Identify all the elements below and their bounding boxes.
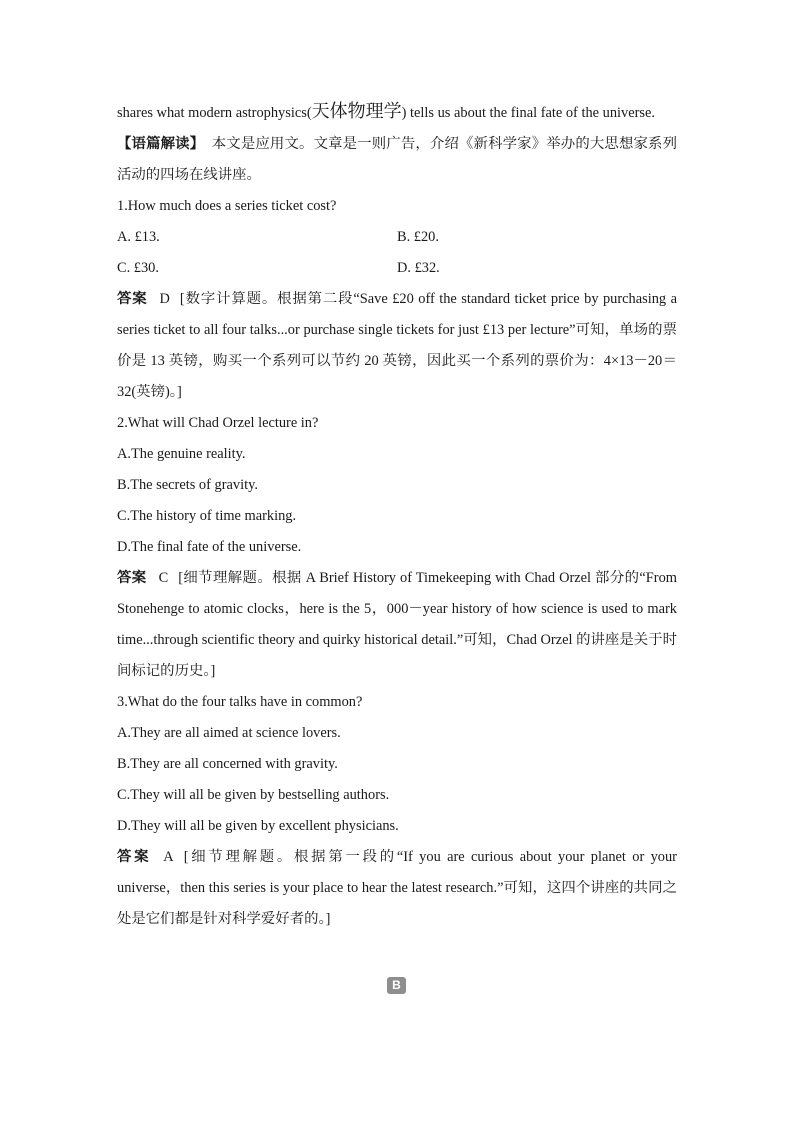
question-1-option-d: D. £32. — [397, 260, 440, 276]
question-1-answer-label: 答案 — [117, 291, 148, 307]
intro-chinese-term: 天体物理学 — [311, 101, 402, 122]
intro-paragraph — [117, 96, 677, 129]
question-3-stem: 3.What do the four talks have in common? — [117, 694, 363, 710]
discourse-analysis-label: 【语篇解读】 — [117, 136, 205, 152]
discourse-analysis — [117, 129, 677, 191]
question-3-answer-label: 答案 — [117, 849, 152, 865]
question-1-options-row-1 — [117, 222, 677, 253]
question-2-option-d: D.The final fate of the universe. — [117, 539, 302, 555]
discourse-analysis-text: 本文是应用文。文章是一则广告，介绍《新科学家》举办的大思想家系列活动的四场在线讲座。 — [117, 136, 677, 183]
question-1-explanation: [数字计算题。根据第二段“Save £20 off the standard ticket price by purchasing a series ticket to all four talks...or purchase single tickets for just £13 per lecture”可知，单场的票价是 13 英镑，购买一个系列可以节约 20 英镑，因此买一个系列的票价为：4×13－20＝32(英镑)。] — [117, 291, 677, 400]
question-3-option-c: C.They will all be given by bestselling authors. — [117, 787, 390, 803]
section-b-badge: B — [387, 977, 406, 994]
question-3-option-a: A.They are all aimed at science lovers. — [117, 725, 341, 741]
question-2-option-a: A.The genuine reality. — [117, 446, 246, 462]
question-1-option-c: C. £30. — [117, 260, 159, 276]
intro-text-start: shares what modern astrophysics( — [117, 105, 312, 121]
question-1-answer — [117, 284, 677, 408]
question-2-option-c: C.The history of time marking. — [117, 508, 297, 524]
question-2-answer-label: 答案 — [117, 570, 147, 586]
question-1-option-a: A. £13. — [117, 229, 160, 245]
question-2-option-b: B.The secrets of gravity. — [117, 477, 258, 493]
question-3-option-b: B.They are all concerned with gravity. — [117, 756, 338, 772]
question-3-answer — [117, 842, 677, 935]
question-2-explanation: [细节理解题。根据 A Brief History of Timekeeping with Chad Orzel 部分的“From Stonehenge to atomic clocks，here is the 5，000－year history of how science is used to mark time...through scientific theory and quirky historical detail.”可知，Chad Orzel 的讲座是关于时间标记的历史。] — [117, 570, 677, 679]
question-2-answer — [117, 563, 677, 687]
question-1-options-row-2 — [117, 253, 677, 284]
question-2-stem: 2.What will Chad Orzel lecture in? — [117, 415, 319, 431]
question-1-answer-letter: D — [159, 291, 170, 307]
question-3-option-d: D.They will all be given by excellent physicians. — [117, 818, 399, 834]
question-2-answer-letter: C — [158, 570, 169, 586]
question-1-stem: 1.How much does a series ticket cost? — [117, 198, 337, 214]
intro-text-end: ) tells us about the final fate of the universe. — [401, 105, 655, 121]
question-3-answer-letter: A — [163, 849, 174, 865]
document-page — [117, 96, 677, 935]
question-3-explanation: [细节理解题。根据第一段的“If you are curious about your planet or your universe，then this series is your place to hear the latest research.”可知，这四个讲座的共同之处是它们都是针对科学爱好者的。] — [117, 849, 677, 927]
question-1-option-b: B. £20. — [397, 229, 439, 245]
